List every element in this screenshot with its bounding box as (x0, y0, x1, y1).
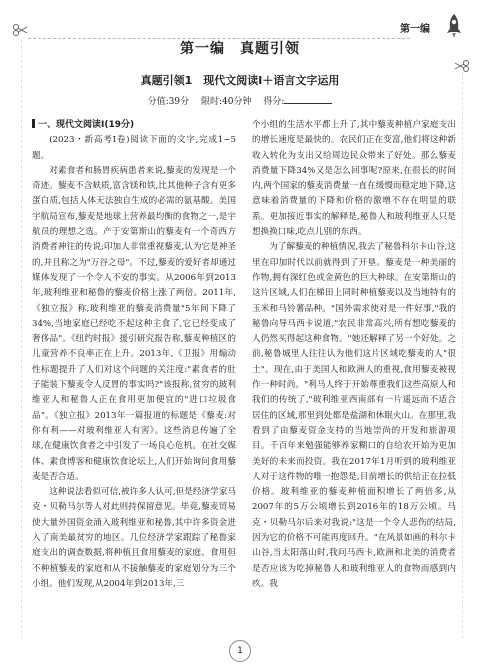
scissors-icon (12, 22, 28, 38)
passage-paragraph: 个小组的生活水平都上升了,其中藜麦种植户家庭支出的增长速度是最快的。农民们正在变富,他们将这种新收入转化为支出又给周边民众带来了好处。那么藜麦消费量下降34%又是怎么回事呢?原来,在很长的时间内,两个国家的藜麦消费量一直在缓慢而稳定地下降,这意味着消费量的下降和价格的激增不存在明显的联系。更加接近事实的解释是,秘鲁人和玻利维亚人只是想换换口味,吃点儿别的东西。 (252, 120, 456, 238)
right-cut-line (462, 72, 463, 638)
score-value: 分值:39分 (147, 97, 190, 107)
question-intro: (2023・新高考Ⅰ卷)阅读下面的文字,完成1~5题。 (32, 135, 236, 161)
section-heading: 一、现代文阅读Ⅰ(19分) (32, 118, 236, 133)
passage-paragraph: 这种说法看似可信,被许多人认可,但是经济学家马克・贝勒马尔等人对此则持保留意见。毕竟,藜麦贸易使大量外国资金涌入玻利维亚和秘鲁,其中许多资金进入了南美最贫穷的地区。几位经济学家跟踪了秘鲁家庭支出的调查数据,将种植且食用藜麦的家庭、食用但不种植藜麦的家庭和从不接触藜麦的家庭划分为三个小组。他们发现,从2004年到2013年,三 (32, 487, 236, 589)
page-number: 1 (229, 640, 251, 662)
chapter-title: 第一编 真题引领 (180, 41, 300, 57)
left-cut-line (21, 40, 22, 638)
rocket-icon (440, 12, 468, 40)
right-column (252, 118, 456, 592)
time-limit: 限时:40分钟 (200, 97, 252, 107)
left-column (32, 118, 236, 592)
score-label: 得分: (263, 97, 285, 107)
score-blank (284, 94, 332, 104)
passage-paragraph: 为了解藜麦的种植情况,我去了秘鲁科尔卡山谷,这里在印加时代以前就得到了开垦。藜麦是一种美丽的作物,拥有深红色或金黄色的巨大种球。在安第斯山的这片区域,人们在梯田上同时种植藜麦以及当地特有的玉米和马铃薯品种。"国外需求使对是一件好事,"我的秘鲁向导马西卡说道,"农民非常高兴,所有想吃藜麦的人仍然买得起这种食物。"她还解释了另一个好处。之前,秘鲁城里人往往认为他们这片区域吃藜麦的人"很土"。现在,由于美国人和欧洲人的重视,食用藜麦被视作一种时尚。"利马人终于开始尊重我们这些高原人和我们的传统了,"玻利维亚西南部有一片遥远而不适合居住的区域,那里到处都是盐湖和休眠火山。在那里,我看到了由藜麦资金支持的当地崇尚的开发和旅游项目。千百年来勉强能够养家糊口的自给农开始为更加美好的未来而投资。我在2017年1月听到的玻利维亚人对于这件物的唯一抱怨是,目前增长的供给正在拉低价格。玻利维亚的藜麦种植面积增长了两倍多,从2007年的5万公顷增长到2016年的18万公顷。马克・贝勒马尔后来对我说:"这是一个令人悲伤的结局,因为它的价格不可能再度回升。"在风景如画的科尔卡山谷,当太阳落山时,我问马西卡,欧洲和北美的消费者是否应该为吃掉秘鲁人和玻利维亚人的食物而感到内疚。我 (252, 242, 456, 589)
passage-paragraph: 对素食者和肠胃疾病患者来说,藜麦的发现是一个奇迹。藜麦不含麸质,富含镁和铁,比其他种子含有更多蛋白质,包括人体无法独自生成的必需的氨基酸。美国宇航局宣布,藜麦是地球上营养最均衡的食物之一,是宇航员的理想之选。产于安第斯山的藜麦有一个奇西方消费者神往的传说;印加人非常重视藜麦,认为它是神圣的,并且称之为"万谷之母"。不过,藜麦的爱好者却通过媒体发现了一个令人不安的事实。从2006年到2013年,玻利维亚和秘鲁的藜麦价格上涨了两倍。2011年,《独立报》称,玻利维亚的藜麦消费量"5年间下降了34%,当地家庭已经吃不起这种主食了,它已经变成了奢侈品"。《纽约时报》援引研究报告称,藜麦种植区的儿童营养不良率正在上升。2013年,《卫报》用煽动性标题提升了人们对这个问题的关注度:"素食者的肚子能装下藜麦令人反胃的事实吗?"该报称,贫穷的玻利维亚人和秘鲁人正在食用更加便宜的"进口垃圾食品"。《独立报》2013年一篇报道的标题是《藜麦:对你有利——对玻利维亚人有害》。这些消息传遍了全球,在健康饮食者之中引发了一场良心危机。在社交媒体、素食博客和健康饮食论坛上,人们开始询问食用藜麦是否合适。 (32, 165, 236, 482)
score-info (0, 94, 480, 107)
lesson-title: 真题引领1 现代文阅读Ⅰ＋语言文字运用 (140, 74, 340, 87)
section-corner-label: 第一编 (400, 24, 430, 35)
